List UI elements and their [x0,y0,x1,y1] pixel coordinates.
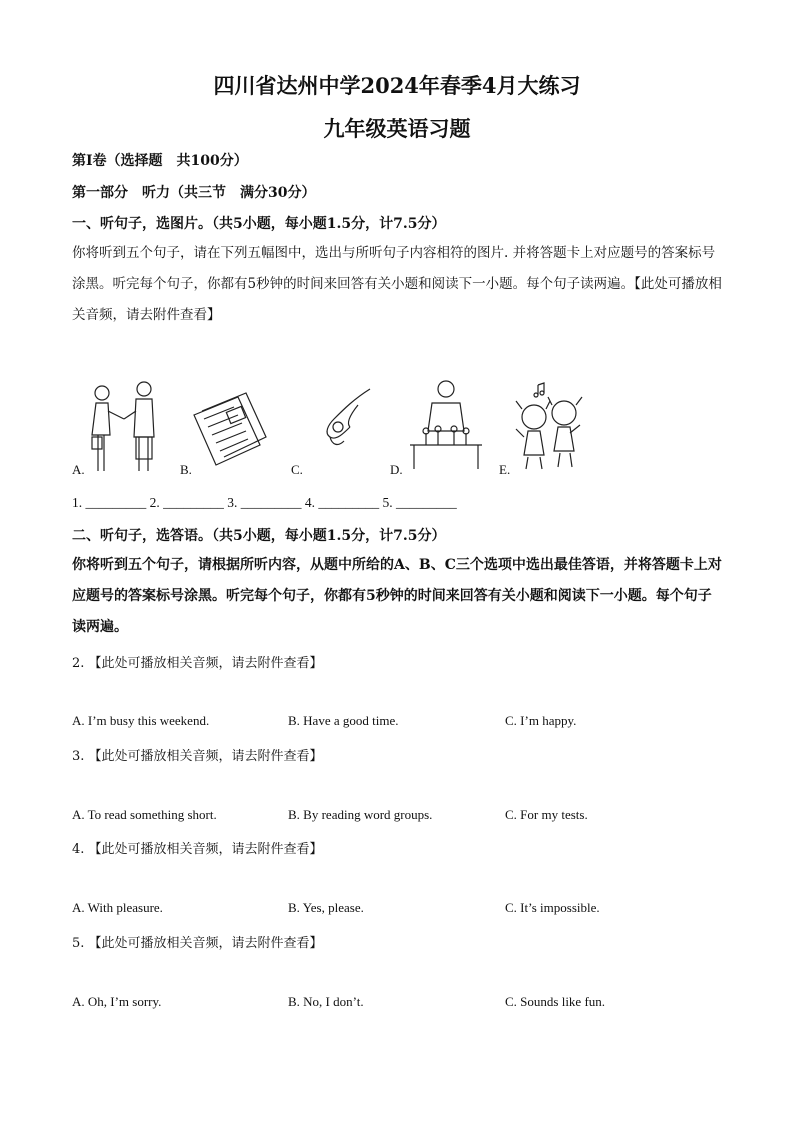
picture-handshake [84,375,164,473]
option-a: A. Oh, I’m sorry. [72,994,162,1009]
picture-hand-ring [310,375,380,473]
picture-label-a: A. [72,462,85,477]
picture-label-c: C. [291,462,303,477]
option-b: B. By reading word groups. [288,807,433,822]
option-c: C. Sounds like fun. [505,994,606,1009]
section1-heading: 一、听句子，选图片。（共5小题，每小题1.5分，计7.5分） [72,216,446,232]
option-b: B. Have a good time. [288,713,399,728]
picture-label-e: E. [499,462,511,477]
picture-label-b: B. [180,462,192,477]
question-prompt: 4. 【此处可播放相关音频，请去附件查看】 [72,842,323,857]
section1-instructions: 你将听到五个句子，请在下列五幅图中，选出与所听句子内容相符的图片. 并将答题卡上对应题号的答案标号涂黑。听完每个句子，你都有5秒钟的时间来回答有关小题和阅读下一小题。每个句子读两遍。【此处可播放相关音频，请去附件查看】 [72,245,722,323]
question-prompt: 5. 【此处可播放相关音频，请去附件查看】 [72,936,323,951]
picture-speaker-podium [408,375,484,473]
option-a: A. With pleasure. [72,900,163,915]
option-c: C. It’s impossible. [505,900,600,915]
option-a: A. I’m busy this weekend. [72,713,210,728]
option-c: C. I’m happy. [505,713,577,728]
section2-instructions: 你将听到五个句子，请根据所听内容，从题中所给的A、B、C三个选项中选出最佳答语，并将答题卡上对应题号的答案标号涂黑。听完每个句子，你都有5秒钟的时间来回答有关小题和阅读下一小题。每个句子读两遍。 [72,557,722,635]
part-heading: 第一部分 听力（共三节 满分30分） [72,185,316,201]
question-prompt: 3. 【此处可播放相关音频，请去附件查看】 [72,749,323,764]
option-b: B. Yes, please. [288,900,364,915]
section2-heading: 二、听句子，选答语。（共5小题，每小题1.5分，计7.5分） [72,528,446,544]
picture-singing-girls [512,375,588,473]
question-prompt: 2. 【此处可播放相关音频，请去附件查看】 [72,656,323,671]
picture-label-d: D. [390,462,403,477]
volume-heading: 第Ⅰ卷（选择题 共100分） [72,153,248,169]
option-c: C. For my tests. [505,807,588,822]
document-subtitle: 九年级英语习题 [323,116,471,141]
document-title: 四川省达州中学2024年春季4月大练习 [213,73,581,98]
picture-newspapers [188,375,270,473]
option-b: B. No, I don’t. [288,994,364,1009]
answer-blanks: 1. _________ 2. _________ 3. _________ 4. _________ 5. _________ [72,495,457,510]
option-a: A. To read something short. [72,807,217,822]
